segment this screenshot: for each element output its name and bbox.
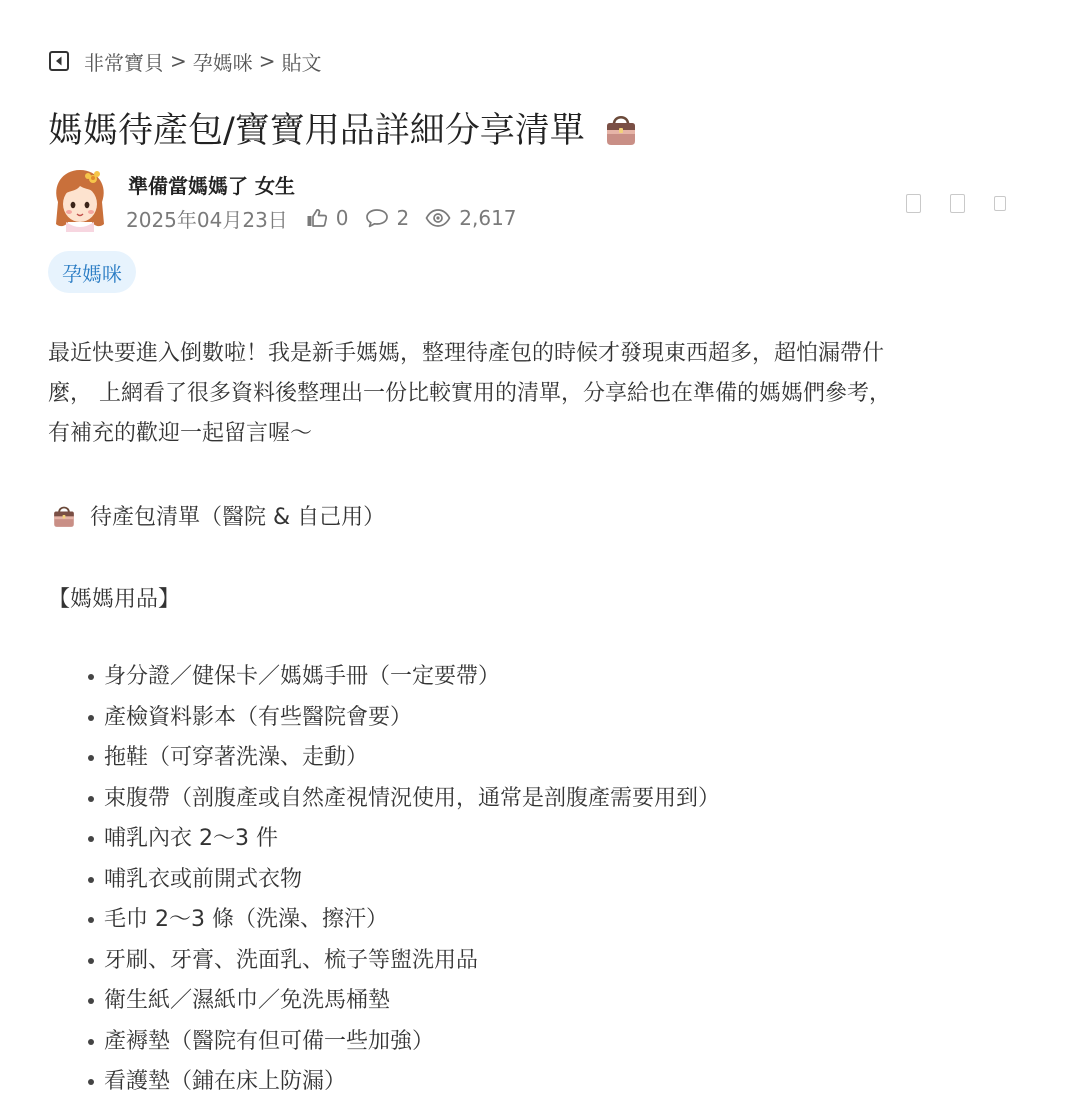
comment-icon <box>365 208 389 228</box>
comment-count: 2 <box>396 206 410 230</box>
section-heading-text: 待產包清單（醫院 & 自己用） <box>90 504 386 530</box>
bullet-icon <box>88 836 94 842</box>
list-item-text: 衛生紙／濕紙巾／免洗馬桶墊 <box>104 988 391 1013</box>
breadcrumb-separator: > <box>170 49 187 73</box>
list-item-text: 束腹帶（剖腹產或自然產視情況使用，通常是剖腹產需要用到） <box>104 785 721 811</box>
list-item-text: 產檢資料影本（有些醫院會要） <box>104 704 413 730</box>
post-meta <box>126 204 533 232</box>
item-list <box>88 657 720 1103</box>
avatar[interactable] <box>50 166 110 232</box>
list-item <box>88 779 720 820</box>
bullet-icon <box>88 998 94 1004</box>
bullet-icon <box>88 674 94 680</box>
bullet-icon <box>88 755 94 761</box>
list-item-text: 哺乳內衣 2～3 件 <box>104 826 278 851</box>
bullet-icon <box>88 796 94 802</box>
bullet-icon <box>88 958 94 964</box>
list-item <box>88 1062 720 1103</box>
list-item-text: 毛巾 2～3 條（洗澡、擦汗） <box>104 907 388 932</box>
list-item-text: 哺乳衣或前開式衣物 <box>104 866 303 892</box>
intro-line: 最近快要進入倒數啦！我是新手媽媽，整理待產包的時候才發現東西超多，超怕漏帶什 <box>48 341 885 366</box>
list-item <box>88 860 720 901</box>
like-button[interactable] <box>306 206 349 230</box>
view-count: 2,617 <box>459 206 517 230</box>
list-item <box>88 900 720 941</box>
bullet-icon <box>88 1079 94 1085</box>
category-tag[interactable]: 孕媽咪 <box>48 251 136 293</box>
handbag-icon <box>601 108 641 148</box>
bullet-icon <box>88 715 94 721</box>
list-item-text: 產褥墊（醫院有但可備一些加強） <box>104 1028 435 1054</box>
view-stat <box>425 206 516 230</box>
thumbs-up-icon <box>306 208 328 228</box>
like-count: 0 <box>335 206 349 230</box>
list-item-text: 看護墊（鋪在床上防漏） <box>104 1069 347 1094</box>
more-options-button[interactable] <box>994 196 1006 211</box>
sub-heading: 【媽媽用品】 <box>48 586 181 612</box>
section-heading <box>48 495 385 535</box>
breadcrumb-item-board[interactable]: 孕媽咪 <box>192 50 253 75</box>
list-item <box>88 819 720 860</box>
list-item <box>88 657 720 698</box>
intro-line: 麼， 上網看了很多資料後整理出一份比較實用的清單，分享給也在準備的媽媽們參考， <box>48 381 891 406</box>
post-body <box>48 334 1028 454</box>
post-actions <box>906 194 1035 213</box>
share-button[interactable] <box>950 194 965 213</box>
post-title <box>48 102 641 154</box>
list-item <box>88 738 720 779</box>
comment-button[interactable] <box>365 206 410 230</box>
post-date: 2025年04月23日 <box>126 207 288 232</box>
bookmark-button[interactable] <box>906 194 921 213</box>
breadcrumb-item-post: 貼文 <box>281 50 322 75</box>
bullet-icon <box>88 877 94 883</box>
list-item <box>88 981 720 1022</box>
list-item-text: 身分證／健保卡／媽媽手冊（一定要帶） <box>104 664 501 689</box>
breadcrumb <box>48 47 322 75</box>
breadcrumb-item-home[interactable]: 非常寶貝 <box>84 50 164 75</box>
intro-line: 有補充的歡迎一起留言喔～ <box>48 421 313 446</box>
list-item <box>88 941 720 982</box>
post-title-text: 媽媽待產包/寶寶用品詳細分享清單 <box>48 111 585 151</box>
author-name[interactable]: 準備當媽媽了 女生 <box>128 174 295 198</box>
breadcrumb-separator: > <box>258 49 276 73</box>
bullet-icon <box>88 1039 94 1045</box>
list-item <box>88 698 720 739</box>
list-item-text: 拖鞋（可穿著洗澡、走動） <box>104 745 369 770</box>
back-icon[interactable] <box>48 50 70 72</box>
handbag-icon <box>50 501 78 529</box>
bullet-icon <box>88 917 94 923</box>
list-item-text: 牙刷、牙膏、洗面乳、梳子等盥洗用品 <box>104 947 479 973</box>
eye-icon <box>425 208 451 228</box>
list-item <box>88 1022 720 1063</box>
